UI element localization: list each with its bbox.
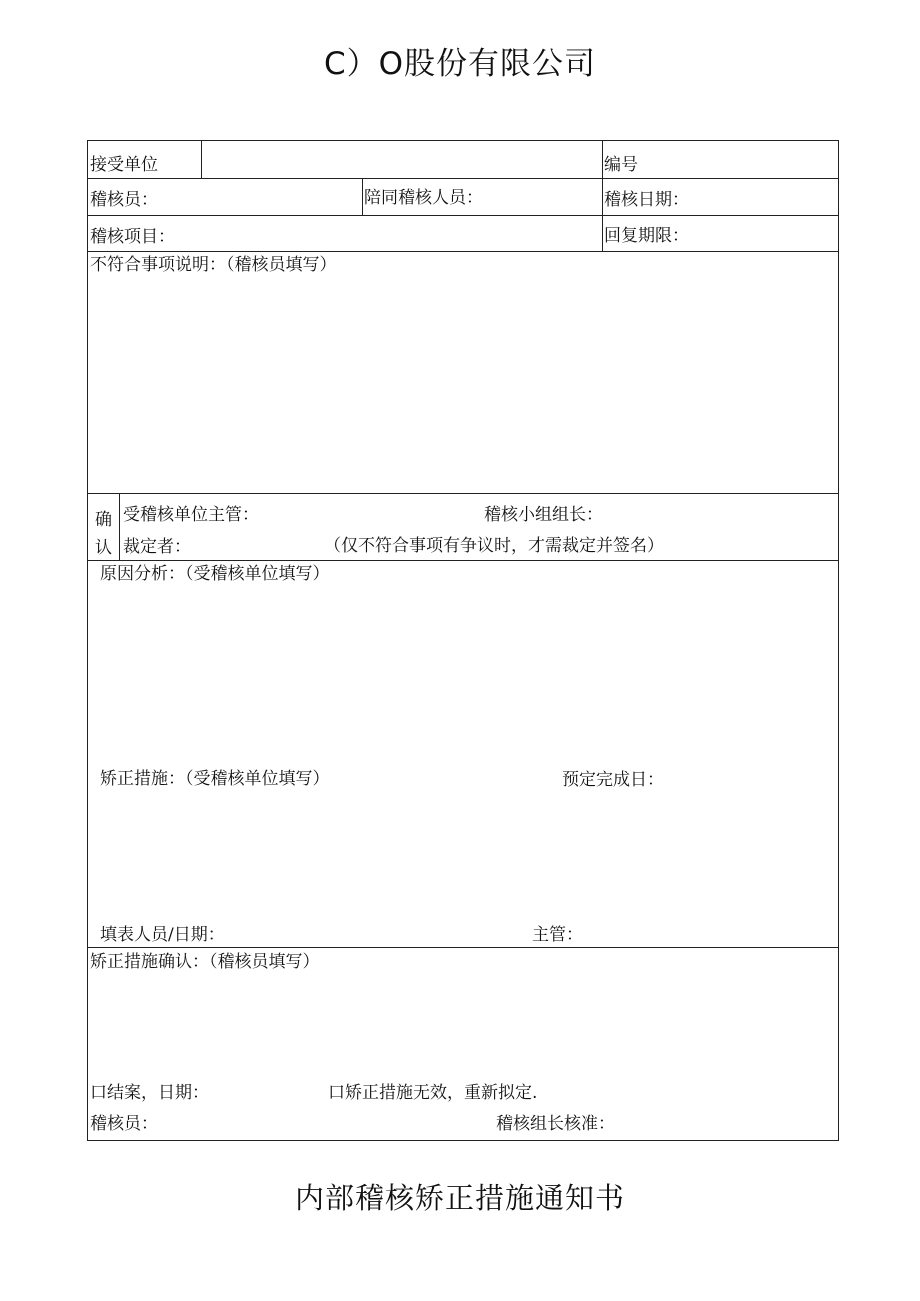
- row-divider: [88, 215, 838, 216]
- column-divider: [602, 141, 603, 251]
- reply-deadline-label: 回复期限：: [604, 226, 689, 246]
- audit-form: [87, 140, 839, 1141]
- audit-item-label: 稽核项目：: [90, 227, 175, 247]
- supervisor-label: 主管：: [532, 925, 583, 945]
- verification-auditor-label: 稽核员：: [90, 1114, 158, 1134]
- row-divider: [88, 178, 838, 179]
- auditor-label: 稽核员：: [90, 190, 158, 210]
- confirm-side-label: 确: [95, 510, 112, 530]
- row-divider: [88, 493, 838, 494]
- audit-date-label: 稽核日期：: [604, 190, 689, 210]
- receiving-unit-label: 接受单位: [90, 155, 158, 175]
- row-divider: [88, 560, 838, 561]
- column-divider: [201, 141, 202, 178]
- confirm-side-label: 认: [95, 538, 112, 558]
- filler-date-label: 填表人员/日期：: [100, 925, 225, 945]
- number-label: 编号: [604, 155, 638, 175]
- arbiter-note: （仅不符合事项有争议时，才需裁定并签名）: [324, 536, 664, 556]
- row-divider: [88, 251, 838, 252]
- corrective-invalid-option[interactable]: 口矫正措施无效，重新拟定.: [328, 1083, 538, 1103]
- arbiter-label: 裁定者：: [123, 537, 191, 557]
- leader-approval-label: 稽核组长核准：: [496, 1114, 615, 1134]
- column-divider: [119, 493, 120, 560]
- accompanying-auditor-label: 陪同稽核人员：: [364, 188, 483, 208]
- case-closed-option[interactable]: 口结案，日期：: [90, 1083, 209, 1103]
- document-title: 内部稽核矫正措施通知书: [294, 1181, 625, 1215]
- company-name: C）O股份有限公司: [323, 46, 597, 82]
- due-date-label: 预定完成日：: [562, 770, 664, 790]
- nonconformity-label: 不符合事项说明：（稽核员填写）: [90, 255, 337, 275]
- team-leader-label: 稽核小组组长：: [484, 505, 603, 525]
- column-divider: [362, 178, 363, 215]
- unit-supervisor-label: 受稽核单位主管：: [123, 505, 259, 525]
- verification-label: 矫正措施确认：（稽核员填写）: [90, 952, 320, 972]
- cause-analysis-label: 原因分析：（受稽核单位填写）: [100, 564, 330, 584]
- corrective-action-label: 矫正措施：（受稽核单位填写）: [100, 769, 330, 789]
- row-divider: [88, 947, 838, 948]
